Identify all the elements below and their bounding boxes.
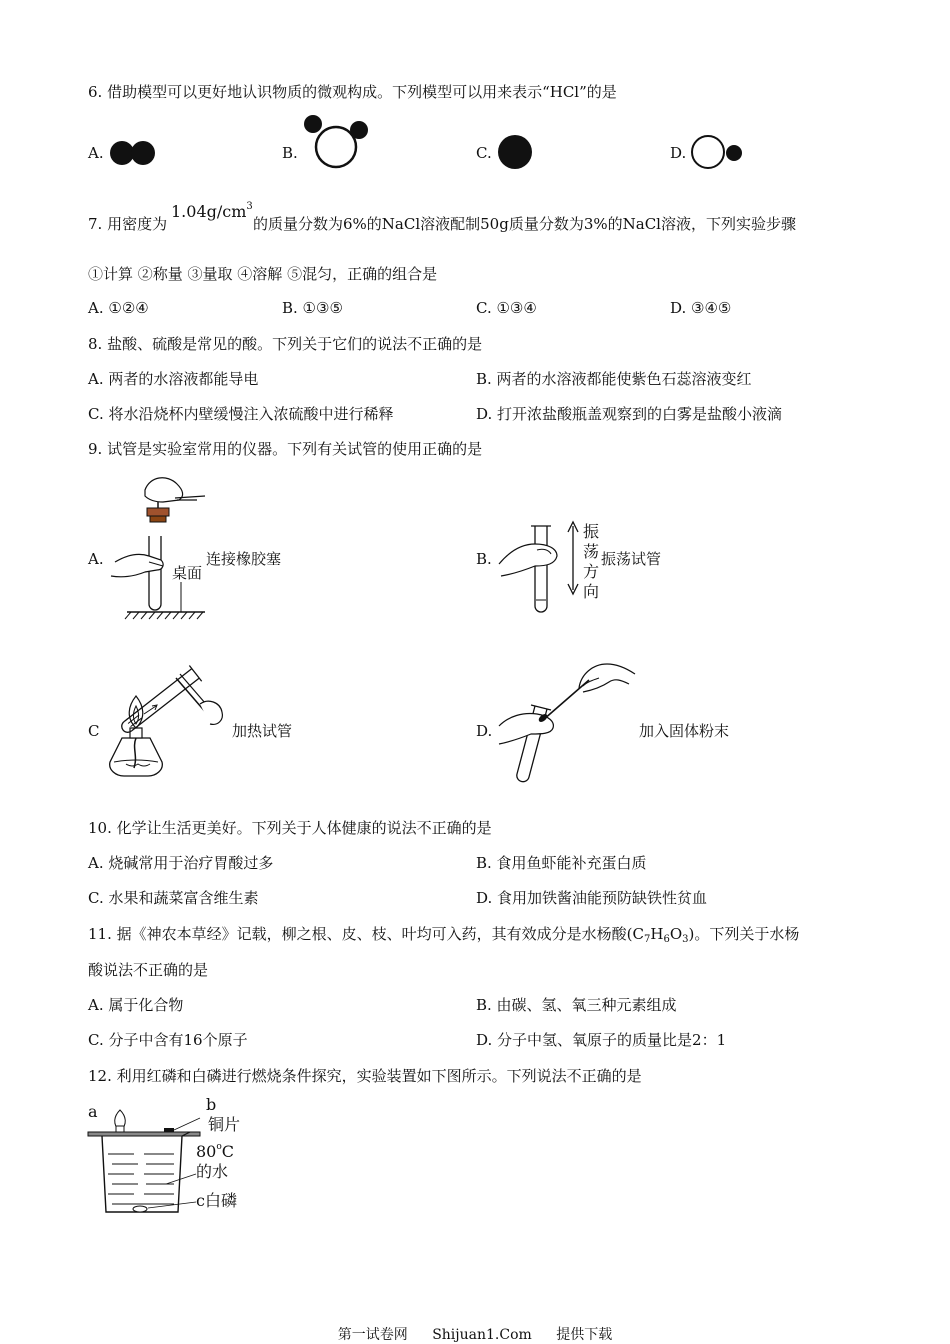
- q10-option-c: C. 水果和蔬菜富含维生素: [88, 889, 259, 907]
- q9-option-a-label: A.: [88, 550, 104, 568]
- q11-option-c: C. 分子中含有16个原子: [88, 1031, 248, 1049]
- q8-option-b: B. 两者的水溶液都能使紫色石蕊溶液变红: [476, 370, 752, 388]
- q6-option-a-label: A.: [88, 144, 104, 162]
- q9-option-b-direction: 振 荡 方 向: [583, 522, 600, 601]
- q6-option-c-label: C.: [476, 144, 492, 162]
- q12-label-c: c白磷: [196, 1191, 237, 1210]
- q11-option-b: B. 由碳、氢、氧三种元素组成: [476, 996, 677, 1014]
- q10-option-b: B. 食用鱼虾能补充蛋白质: [476, 854, 647, 872]
- q12-label-b: b: [206, 1095, 217, 1114]
- footer-provide: 提供下载: [556, 1327, 613, 1343]
- q9-option-d-illustration: [495, 656, 645, 782]
- q11-option-a: A. 属于化合物: [88, 996, 184, 1014]
- q12-apparatus-illustration: [86, 1108, 206, 1220]
- q9-option-c-label: C: [88, 722, 100, 740]
- q12-label-a: a: [88, 1102, 98, 1121]
- q9-option-d-label: D.: [476, 722, 493, 740]
- page-footer: [0, 1324, 950, 1344]
- q9-option-b-label: B.: [476, 550, 492, 568]
- q6-stem: 6. 借助模型可以更好地认识物质的微观构成。下列模型可以用来表示“HCl”的是: [88, 83, 617, 101]
- q8-option-a: A. 两者的水溶液都能导电: [88, 370, 259, 388]
- q7-option-b: B. ①③⑤: [282, 299, 343, 317]
- q7-steps: ①计算 ②称量 ③量取 ④溶解 ⑤混匀，正确的组合是: [88, 265, 438, 283]
- q11-option-d: D. 分子中氢、氧原子的质量比是2：1: [476, 1031, 727, 1049]
- q10-option-d: D. 食用加铁酱油能预防缺铁性贫血: [476, 889, 708, 907]
- q10-option-a: A. 烧碱常用于治疗胃酸过多: [88, 854, 274, 872]
- q6-option-c-model: [497, 134, 535, 170]
- q12-label-temperature: 80$^o$C: [196, 1142, 235, 1161]
- q11-stem-line2: 酸说法不正确的是: [88, 961, 209, 979]
- q6-option-b-model: [300, 114, 372, 170]
- q12-stem: 12. 利用红磷和白磷进行燃烧条件探究，实验装置如下图所示。下列说法不正确的是: [88, 1067, 642, 1085]
- q7-stem-post: 的质量分数为6%的NaCl溶液配制50g质量分数为3%的NaCl溶液，下列实验步骤: [253, 215, 796, 233]
- q8-stem: 8. 盐酸、硫酸是常见的酸。下列关于它们的说法不正确的是: [88, 335, 483, 353]
- footer-site-cn: 第一试卷网: [337, 1327, 408, 1343]
- q9-option-a-caption: 连接橡胶塞: [206, 550, 282, 568]
- q7-option-a: A. ①②④: [88, 299, 149, 317]
- q10-stem: 10. 化学让生活更美好。下列关于人体健康的说法不正确的是: [88, 819, 492, 837]
- q12-label-copper: 铜片: [208, 1115, 241, 1134]
- q6-option-d-model: [690, 134, 746, 170]
- q7-density: $1.04g/cm^3$: [171, 201, 253, 221]
- q6-option-b-label: B.: [282, 144, 298, 162]
- q9-option-b-illustration: [495, 520, 585, 624]
- q9-option-c-illustration: [104, 658, 228, 782]
- q9-option-a-desk-label: 桌面: [172, 564, 203, 582]
- q9-option-a-illustration: [105, 470, 215, 620]
- q6-option-d-label: D.: [670, 144, 687, 162]
- q6-option-a-model: [108, 138, 160, 168]
- q9-option-b-caption: 振荡试管: [601, 550, 662, 568]
- q11-stem: 11. 据《神农本草经》记载，柳之根、皮、枝、叶均可入药，其有效成分是水杨酸$(C_7H_6O_3)$。下列关于水杨: [88, 925, 800, 945]
- q8-option-d: D. 打开浓盐酸瓶盖观察到的白雾是盐酸小液滴: [476, 405, 783, 423]
- q7-option-d: D. ③④⑤: [670, 299, 732, 317]
- q7-option-c: C. ①③④: [476, 299, 537, 317]
- q9-stem: 9. 试管是实验室常用的仪器。下列有关试管的使用正确的是: [88, 440, 483, 458]
- q9-option-d-caption: 加入固体粉末: [639, 722, 730, 740]
- q7-stem-pre: 7. 用密度为: [88, 215, 168, 233]
- footer-site-en[interactable]: Shijuan1.Com: [432, 1327, 532, 1343]
- q9-option-c-caption: 加热试管: [232, 722, 293, 740]
- q12-label-water: 的水: [196, 1162, 229, 1181]
- q8-option-c: C. 将水沿烧杯内壁缓慢注入浓硫酸中进行稀释: [88, 405, 394, 423]
